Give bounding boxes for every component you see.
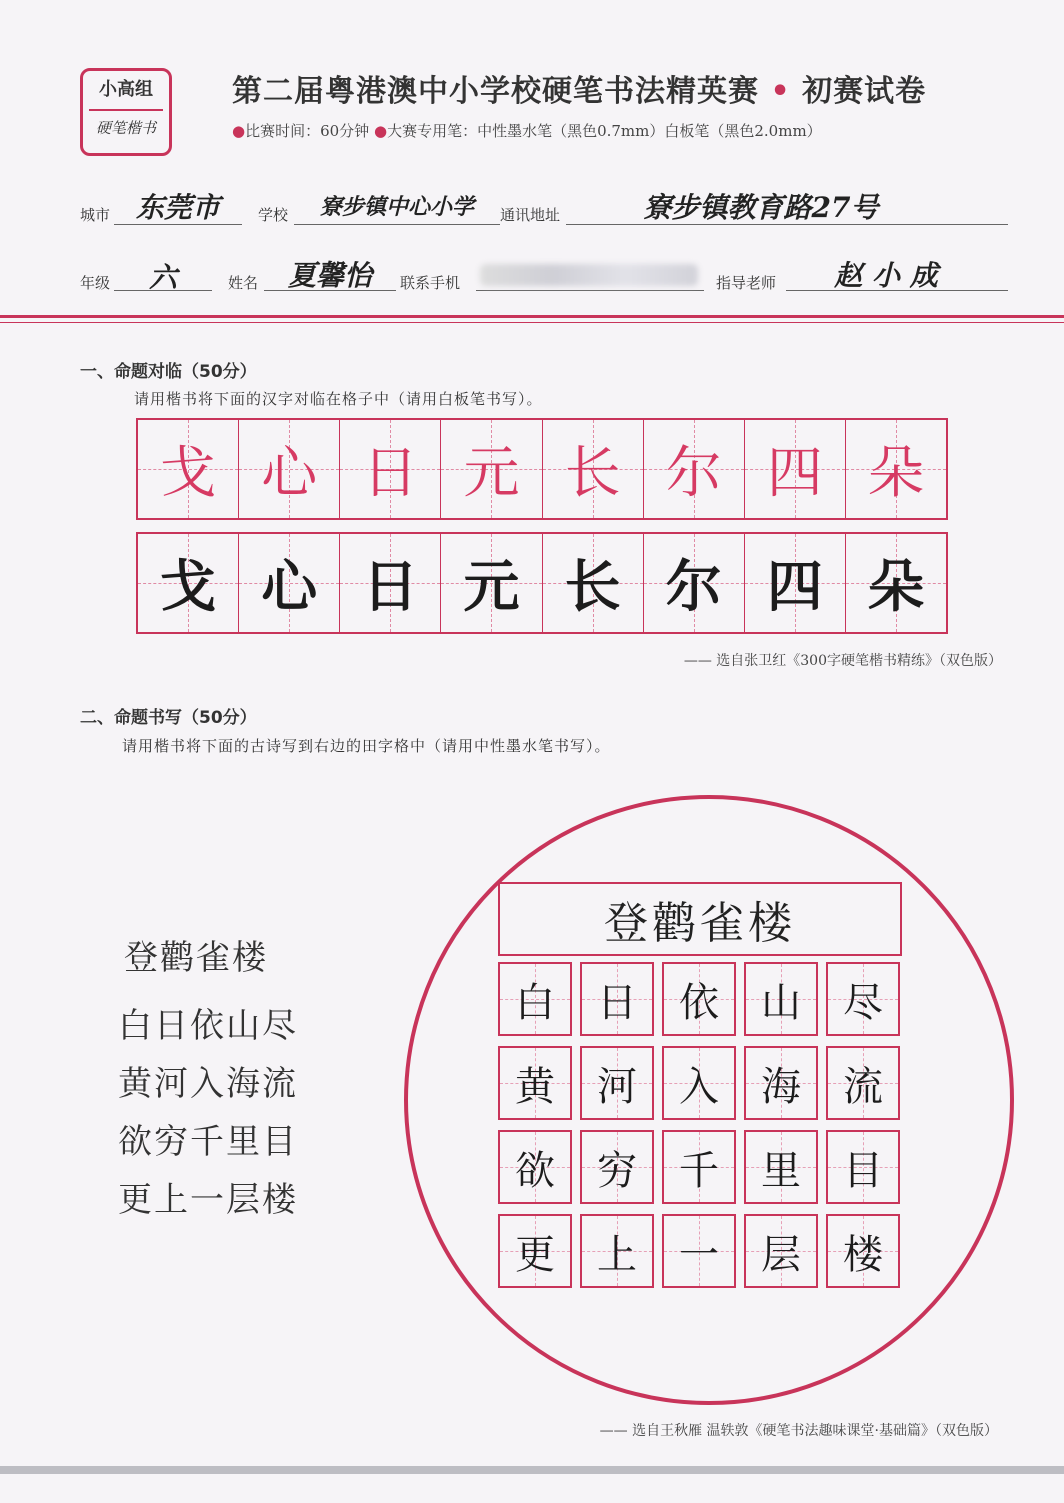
poem-grid-cell[interactable]	[662, 1214, 736, 1288]
written-poem-char: 日	[597, 979, 637, 1026]
written-poem-char: 河	[597, 1063, 637, 1110]
written-title-box[interactable]	[498, 882, 902, 956]
written-poem-char: 欲	[515, 1147, 555, 1194]
exam-time: 比赛时间：60分钟	[245, 122, 370, 140]
badge-category-label: 硬笔楷书	[95, 119, 156, 137]
written-char: 日	[362, 554, 419, 620]
section2-credit: —— 选自王秋雁 温轶敦《硬笔书法趣味课堂·基础篇》（双色版）	[599, 1423, 998, 1439]
grade-value[interactable]: 六	[148, 261, 177, 294]
written-poem-char: 层	[761, 1231, 801, 1278]
school-underline	[294, 224, 500, 225]
written-char: 元	[463, 554, 520, 620]
name-label: 姓名	[228, 274, 259, 292]
section1-credit: —— 选自张卫红《300字硬笔楷书精练》（双色版）	[683, 653, 1002, 669]
written-poem-char: 上	[597, 1231, 637, 1278]
model-cell	[239, 420, 340, 518]
poem-grid-cell[interactable]	[744, 1046, 818, 1120]
model-char: 戈	[160, 441, 217, 506]
poem-title: 登鹳雀楼	[124, 938, 268, 978]
name-value[interactable]: 夏馨怡	[287, 259, 372, 292]
school-value[interactable]: 寮步镇中心小学	[319, 194, 474, 220]
badge-group-label: 小高组	[99, 79, 153, 100]
poem-grid-cell[interactable]	[826, 962, 900, 1036]
copy-cell[interactable]	[543, 534, 644, 632]
model-char: 元	[463, 441, 520, 506]
poem-grid-cell[interactable]	[662, 1046, 736, 1120]
phone-label: 联系手机	[400, 274, 461, 292]
model-char: 朵	[867, 441, 924, 506]
model-cell	[543, 420, 644, 518]
written-poem-char: 流	[843, 1063, 883, 1110]
copy-cell[interactable]	[846, 534, 946, 632]
model-cell	[644, 420, 745, 518]
poem-grid-cell[interactable]	[498, 1130, 572, 1204]
model-char: 四	[766, 441, 823, 506]
school-label: 学校	[258, 206, 289, 224]
written-poem-char: 尽	[843, 979, 883, 1026]
section1-instruction: 请用楷书将下面的汉字对临在格子中（请用白板笔书写）。	[134, 390, 543, 408]
poem-grid-cell[interactable]	[826, 1214, 900, 1288]
model-cell	[846, 420, 946, 518]
written-poem-char: 穷	[597, 1147, 637, 1194]
written-char: 尔	[665, 554, 722, 620]
poem-line: 白日依山尽	[118, 1006, 298, 1046]
poem-grid-cell[interactable]	[744, 1214, 818, 1288]
phone-underline	[476, 290, 704, 291]
copy-cell[interactable]	[340, 534, 441, 632]
exam-rules: ●比赛时间：60分钟 ●大赛专用笔：中性墨水笔（黑色0.7mm）白板笔（黑色2.0mm）	[232, 122, 822, 140]
written-poem-char: 海	[761, 1063, 801, 1110]
exam-pens: 大赛专用笔：中性墨水笔（黑色0.7mm）白板笔（黑色2.0mm）	[387, 122, 822, 140]
written-poem-char: 目	[843, 1147, 883, 1194]
poem-line: 欲穷千里目	[118, 1122, 298, 1162]
written-title: 登鹳雀楼	[604, 898, 796, 949]
poem-grid-cell[interactable]	[826, 1130, 900, 1204]
poem-grid-cell[interactable]	[580, 1130, 654, 1204]
written-char: 戈	[160, 554, 217, 620]
written-poem-char: 入	[679, 1063, 719, 1110]
written-poem-char: 一	[679, 1231, 719, 1278]
copy-cell[interactable]	[745, 534, 846, 632]
written-poem-char: 白	[515, 979, 555, 1026]
written-poem-char: 依	[679, 979, 719, 1026]
teacher-value[interactable]: 赵 小 成	[834, 259, 938, 292]
written-char: 长	[564, 554, 621, 620]
city-label: 城市	[80, 206, 111, 224]
written-poem-char: 黄	[515, 1063, 555, 1110]
model-char: 长	[564, 441, 621, 506]
poem-grid-cell[interactable]	[580, 1046, 654, 1120]
model-char: 心	[261, 441, 318, 506]
poem-line: 黄河入海流	[118, 1064, 298, 1104]
model-char: 日	[362, 441, 419, 506]
poem-line: 更上一层楼	[118, 1180, 298, 1220]
model-grid	[136, 418, 948, 520]
header-separator-thin	[0, 322, 1064, 323]
written-poem-char: 山	[761, 979, 801, 1026]
copy-cell[interactable]	[644, 534, 745, 632]
header-separator	[0, 315, 1064, 318]
model-cell	[441, 420, 542, 518]
grade-label: 年级	[80, 274, 111, 292]
poem-grid-cell[interactable]	[498, 1046, 572, 1120]
model-cell	[340, 420, 441, 518]
written-char: 朵	[867, 554, 924, 620]
written-poem-char: 里	[761, 1147, 801, 1194]
written-char: 四	[766, 554, 823, 620]
section1-heading: 一、命题对临（50分）	[80, 362, 257, 382]
title-suffix: 初赛试卷	[802, 74, 927, 109]
model-char: 尔	[665, 441, 722, 506]
poem-grid-cell[interactable]	[580, 962, 654, 1036]
phone-value-redacted[interactable]	[480, 264, 698, 286]
poem-grid-cell[interactable]	[744, 962, 818, 1036]
address-value[interactable]: 寮步镇教育路27号	[643, 191, 879, 224]
title-main: 第二届粤港澳中小学校硬笔书法精英赛	[232, 74, 759, 109]
address-label: 通讯地址	[500, 206, 561, 224]
written-poem-char: 千	[679, 1147, 719, 1194]
poem-grid-cell[interactable]	[498, 962, 572, 1036]
title-dot: •	[759, 74, 803, 109]
teacher-label: 指导老师	[716, 274, 777, 292]
section2-heading: 二、命题书写（50分）	[80, 708, 257, 728]
poem-grid-cell[interactable]	[580, 1214, 654, 1288]
written-poem-char: 更	[515, 1231, 555, 1278]
poem-grid-cell[interactable]	[744, 1130, 818, 1204]
poem-grid-cell[interactable]	[662, 1130, 736, 1204]
written-char: 心	[261, 554, 318, 620]
copy-cell[interactable]	[441, 534, 542, 632]
copy-cell[interactable]	[138, 534, 239, 632]
copy-cell[interactable]	[239, 534, 340, 632]
badge-divider	[89, 109, 163, 111]
poem-grid-cell[interactable]	[826, 1046, 900, 1120]
copy-grid	[136, 532, 948, 634]
group-badge	[80, 68, 172, 156]
page-title	[232, 66, 926, 110]
bottom-border	[0, 1466, 1064, 1474]
section2-instruction: 请用楷书将下面的古诗写到右边的田字格中（请用中性墨水笔书写）。	[122, 737, 611, 755]
model-cell	[138, 420, 239, 518]
city-value[interactable]: 东莞市	[135, 191, 220, 224]
poem-grid-cell[interactable]	[498, 1214, 572, 1288]
written-poem-char: 楼	[843, 1231, 883, 1278]
poem-grid-cell[interactable]	[662, 962, 736, 1036]
model-cell	[745, 420, 846, 518]
